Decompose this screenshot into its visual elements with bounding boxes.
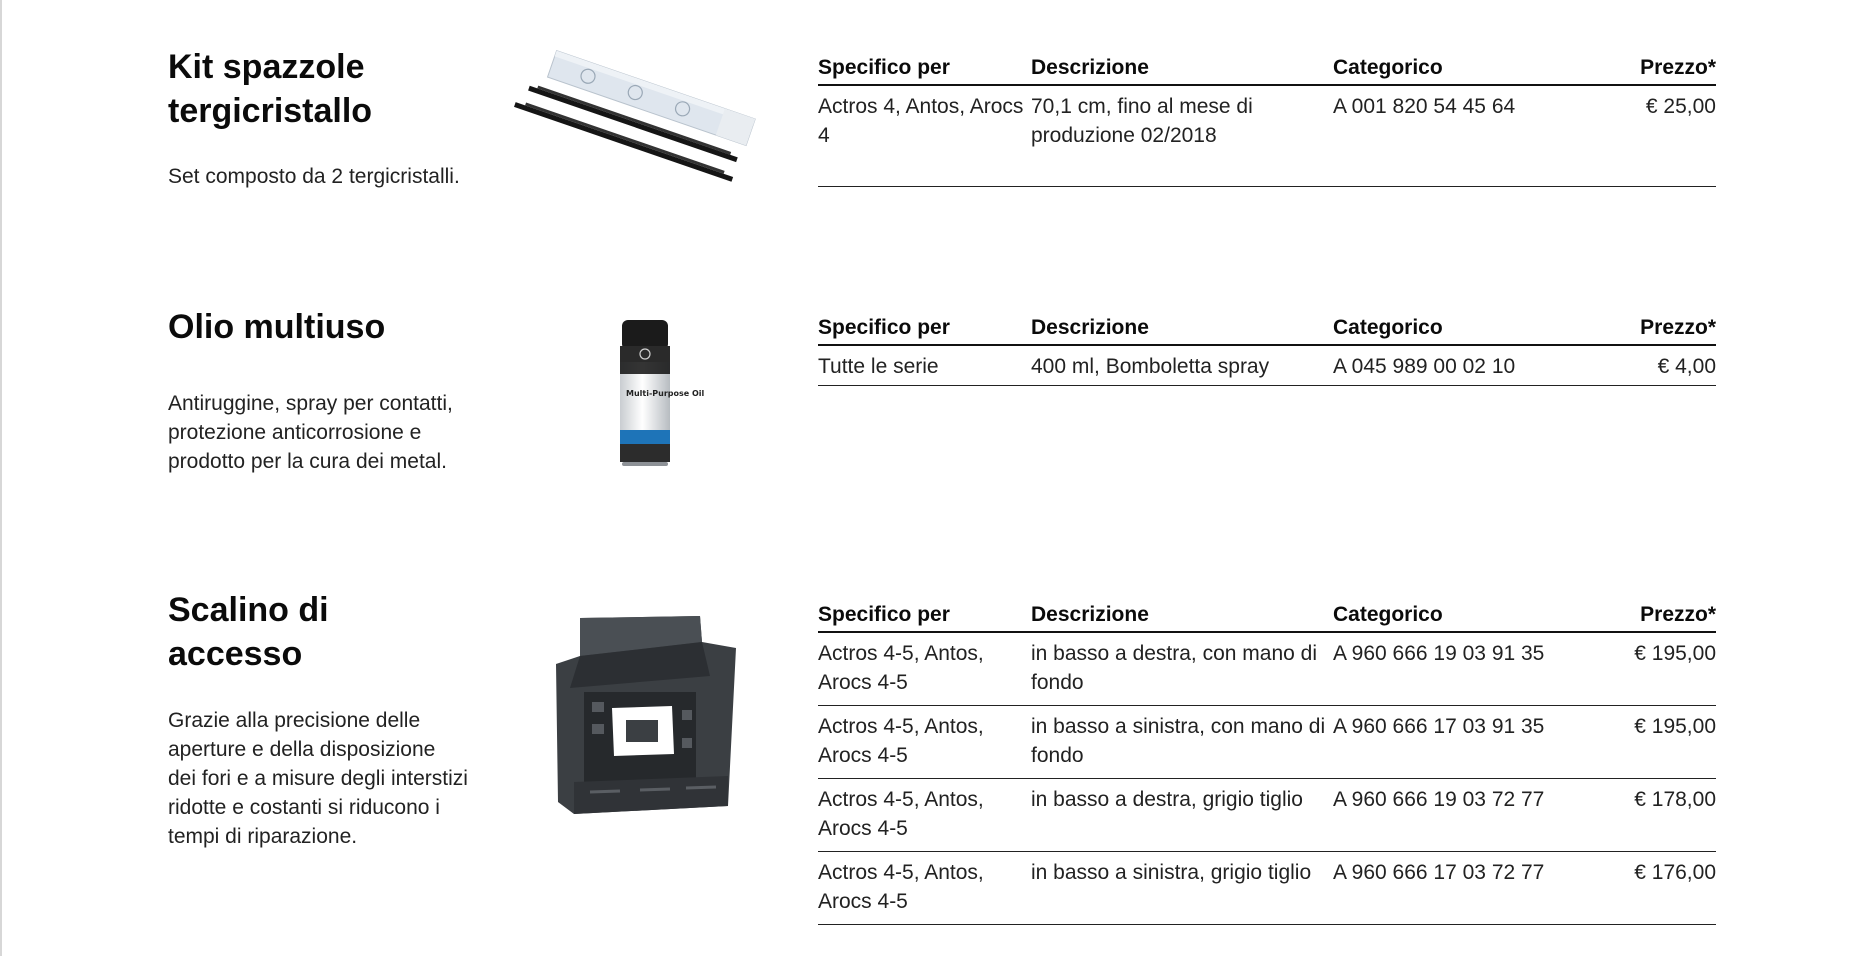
cell-fits: Actros 4-5, Antos, Arocs 4-5 bbox=[818, 632, 1031, 706]
column-header-price: Prezzo* bbox=[1581, 600, 1716, 632]
column-header-description: Descrizione bbox=[1031, 313, 1333, 345]
table-row bbox=[818, 779, 1716, 852]
product-description: Grazie alla precisione delle aperture e della disposizione dei fori e a misure degli interstizi ridotte e costanti si riducono i tempi di riparazione. bbox=[168, 709, 468, 848]
spray-can-image bbox=[612, 318, 705, 468]
product-description: Set composto da 2 tergicristalli. bbox=[168, 165, 460, 188]
cell-price: € 178,00 bbox=[1581, 779, 1716, 852]
cell-description: 70,1 cm, fino al mese di produzione 02/2018 bbox=[1031, 85, 1333, 187]
access-step-image bbox=[550, 606, 740, 826]
table-row bbox=[818, 632, 1716, 706]
table-row bbox=[818, 345, 1716, 386]
spray-can-label: Multi-Purpose Oil bbox=[626, 389, 705, 398]
cell-part-number: A 960 666 19 03 72 77 bbox=[1333, 779, 1581, 852]
cell-part-number: A 960 666 17 03 72 77 bbox=[1333, 852, 1581, 925]
column-header-price: Prezzo* bbox=[1581, 53, 1716, 85]
cell-fits: Actros 4-5, Antos, Arocs 4-5 bbox=[818, 852, 1031, 925]
product-title: Olio multiuso bbox=[168, 308, 386, 346]
product-description: Antiruggine, spray per contatti, protezione anticorrosione e prodotto per la cura dei metal. bbox=[168, 392, 453, 473]
cell-part-number: A 960 666 19 03 91 35 bbox=[1333, 632, 1581, 706]
table-header-row bbox=[818, 600, 1716, 632]
table-row bbox=[818, 85, 1716, 187]
spec-table bbox=[818, 53, 1716, 187]
cell-price: € 195,00 bbox=[1581, 706, 1716, 779]
table-row bbox=[818, 852, 1716, 925]
cell-part-number: A 960 666 17 03 91 35 bbox=[1333, 706, 1581, 779]
spec-table bbox=[818, 600, 1716, 925]
column-header-fits: Specifico per bbox=[818, 53, 1031, 85]
column-header-part-number: Categorico bbox=[1333, 600, 1581, 632]
table-header-row bbox=[818, 313, 1716, 345]
column-header-part-number: Categorico bbox=[1333, 53, 1581, 85]
cell-fits: Tutte le serie bbox=[818, 345, 1031, 386]
cell-price: € 25,00 bbox=[1581, 85, 1716, 187]
cell-fits: Actros 4-5, Antos, Arocs 4-5 bbox=[818, 779, 1031, 852]
cell-description: in basso a destra, con mano di fondo bbox=[1031, 632, 1333, 706]
column-header-part-number: Categorico bbox=[1333, 313, 1581, 345]
page-left-border bbox=[0, 0, 2, 956]
cell-description: in basso a sinistra, con mano di fondo bbox=[1031, 706, 1333, 779]
cell-fits: Actros 4-5, Antos, Arocs 4-5 bbox=[818, 706, 1031, 779]
spec-table bbox=[818, 313, 1716, 386]
table-row bbox=[818, 706, 1716, 779]
cell-description: in basso a sinistra, grigio tiglio bbox=[1031, 852, 1333, 925]
table-header-row bbox=[818, 53, 1716, 85]
column-header-price: Prezzo* bbox=[1581, 313, 1716, 345]
cell-price: € 4,00 bbox=[1581, 345, 1716, 386]
product-title: Scalino di accesso bbox=[168, 591, 329, 673]
cell-description: in basso a destra, grigio tiglio bbox=[1031, 779, 1333, 852]
cell-fits: Actros 4, Antos, Arocs 4 bbox=[818, 85, 1031, 187]
column-header-description: Descrizione bbox=[1031, 600, 1333, 632]
column-header-fits: Specifico per bbox=[818, 313, 1031, 345]
cell-price: € 195,00 bbox=[1581, 632, 1716, 706]
cell-price: € 176,00 bbox=[1581, 852, 1716, 925]
column-header-description: Descrizione bbox=[1031, 53, 1333, 85]
cell-part-number: A 001 820 54 45 64 bbox=[1333, 85, 1581, 187]
cell-description: 400 ml, Bomboletta spray bbox=[1031, 345, 1333, 386]
cell-part-number: A 045 989 00 02 10 bbox=[1333, 345, 1581, 386]
column-header-fits: Specifico per bbox=[818, 600, 1031, 632]
wiper-blade-kit-image bbox=[516, 52, 766, 192]
product-title: Kit spazzole tergicristallo bbox=[168, 48, 373, 130]
